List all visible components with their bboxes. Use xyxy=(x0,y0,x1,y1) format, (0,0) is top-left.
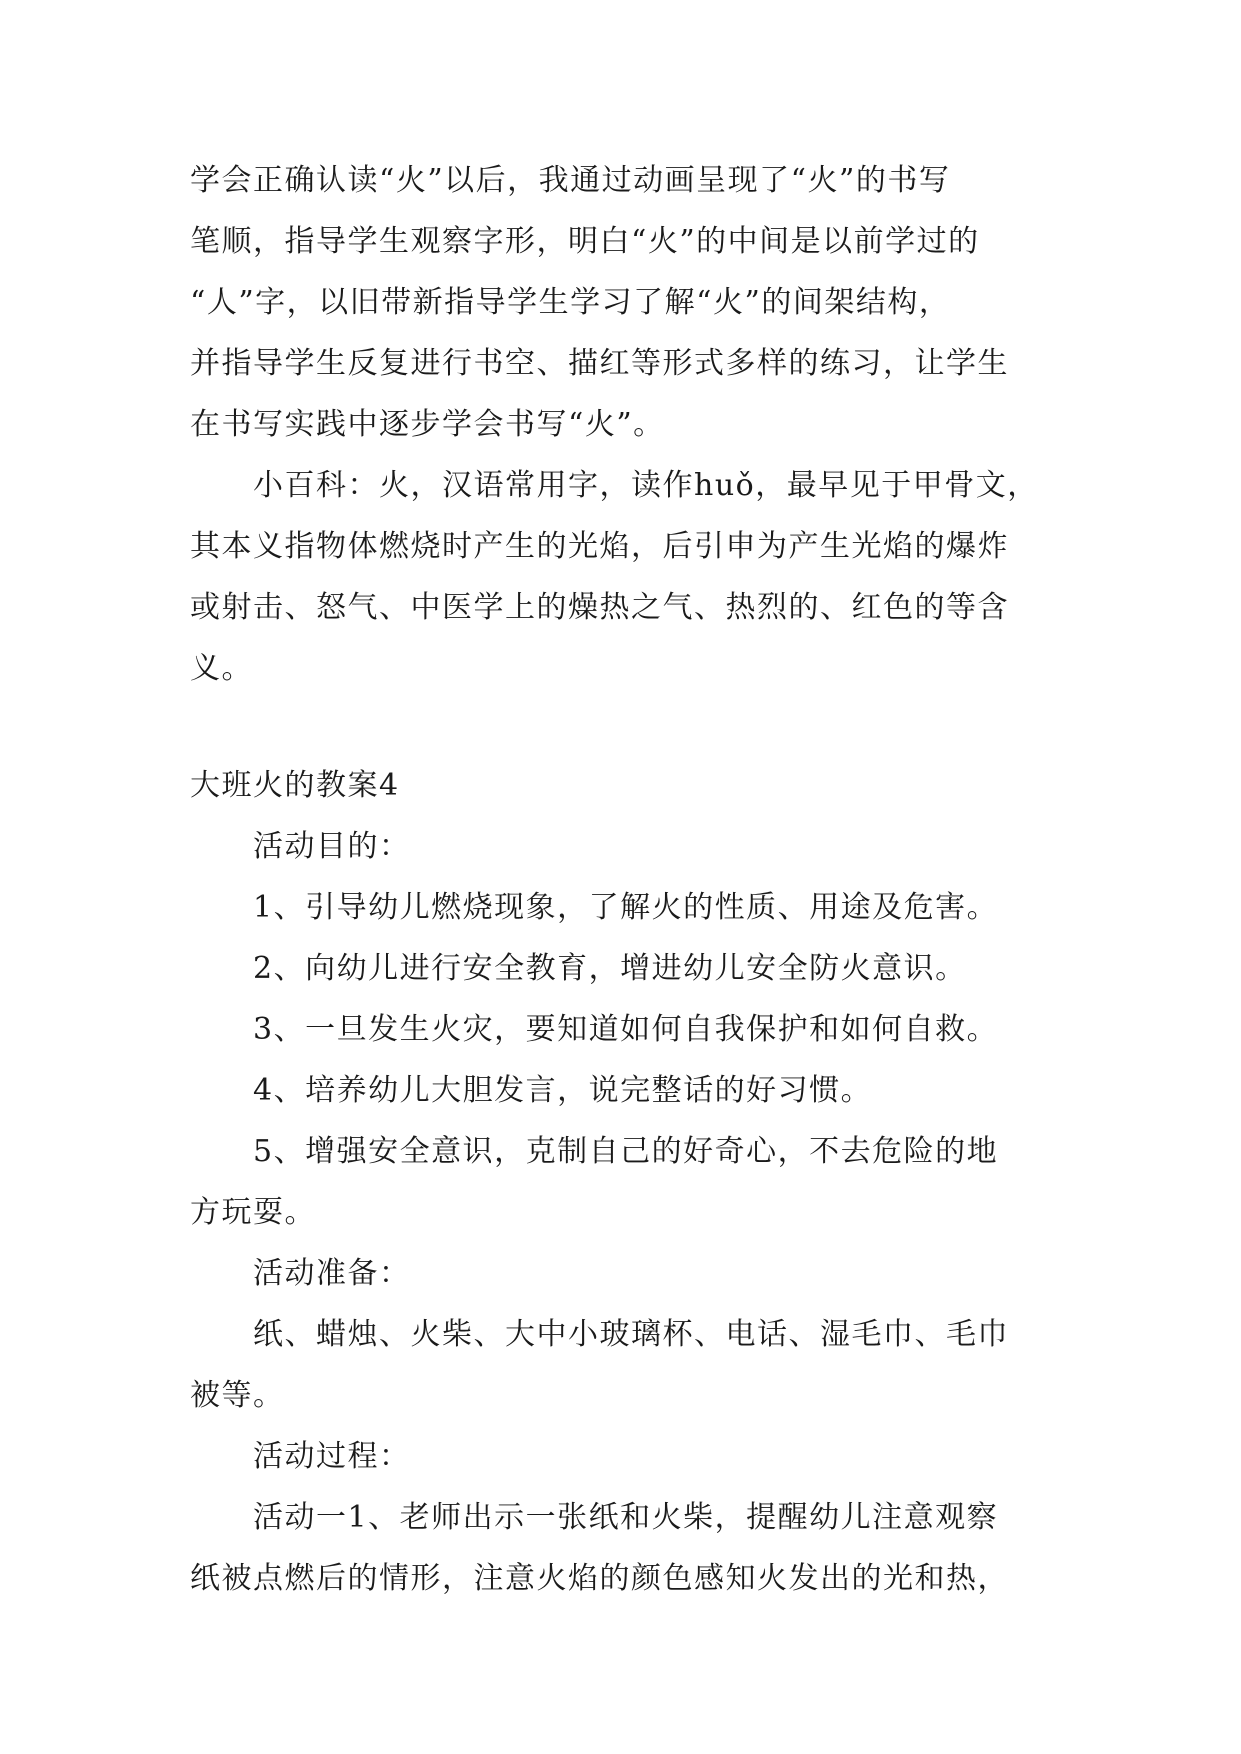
text-line: 学会正确认读“火”以后，我通过动画呈现了“火”的书写 xyxy=(190,163,951,198)
prep-heading: 活动准备： xyxy=(253,1256,411,1291)
goal-heading: 活动目的： xyxy=(253,829,411,864)
text-line: 并指导学生反复进行书空、描红等形式多样的练习，让学生 xyxy=(190,346,1009,381)
text-line: 小百科：火，汉语常用字，读作huǒ，最早见于甲骨文， xyxy=(253,468,1039,503)
paragraph-writing-fire xyxy=(190,150,1070,455)
text-line: 笔顺，指导学生观察字形，明白“火”的中间是以前学过的 xyxy=(190,224,980,259)
list-item: 2、向幼儿进行安全教育，增进幼儿安全防火意识。 xyxy=(253,951,967,986)
text-line: 在书写实践中逐步学会书写“火”。 xyxy=(190,407,665,442)
prep-list xyxy=(190,1304,1070,1426)
text-line: 义。 xyxy=(190,651,253,686)
list-item: 5、增强安全意识，克制自己的好奇心，不去危险的地 xyxy=(253,1134,999,1169)
section-spacer xyxy=(190,699,1070,755)
text-line: 纸被点燃后的情形，注意火焰的颜色感知火发出的光和热， xyxy=(190,1561,1009,1596)
text-line: 被等。 xyxy=(190,1378,285,1413)
goal-list xyxy=(190,877,1070,1243)
list-item: 4、培养幼儿大胆发言，说完整话的好习惯。 xyxy=(253,1073,873,1108)
process-body xyxy=(190,1487,1070,1609)
text-line: 或射击、怒气、中医学上的燥热之气、热烈的、红色的等含 xyxy=(190,590,1009,625)
text-line: 纸、蜡烛、火柴、大中小玻璃杯、电话、湿毛巾、毛巾 xyxy=(253,1317,1009,1352)
process-heading: 活动过程： xyxy=(253,1439,411,1474)
section-title: 大班火的教案4 xyxy=(190,768,400,803)
list-item: 3、一旦发生火灾，要知道如何自我保护和如何自救。 xyxy=(253,1012,999,1047)
list-item-continuation: 方玩耍。 xyxy=(190,1195,316,1230)
text-line: 活动一1、老师出示一张纸和火柴，提醒幼儿注意观察 xyxy=(253,1500,999,1535)
document-page xyxy=(190,150,1070,1609)
list-item: 1、引导幼儿燃烧现象，了解火的性质、用途及危害。 xyxy=(253,890,999,925)
text-line: “人”字，以旧带新指导学生学习了解“火”的间架结构， xyxy=(190,285,951,320)
text-line: 其本义指物体燃烧时产生的光焰，后引申为产生光焰的爆炸 xyxy=(190,529,1009,564)
paragraph-encyclopedia xyxy=(190,455,1070,699)
